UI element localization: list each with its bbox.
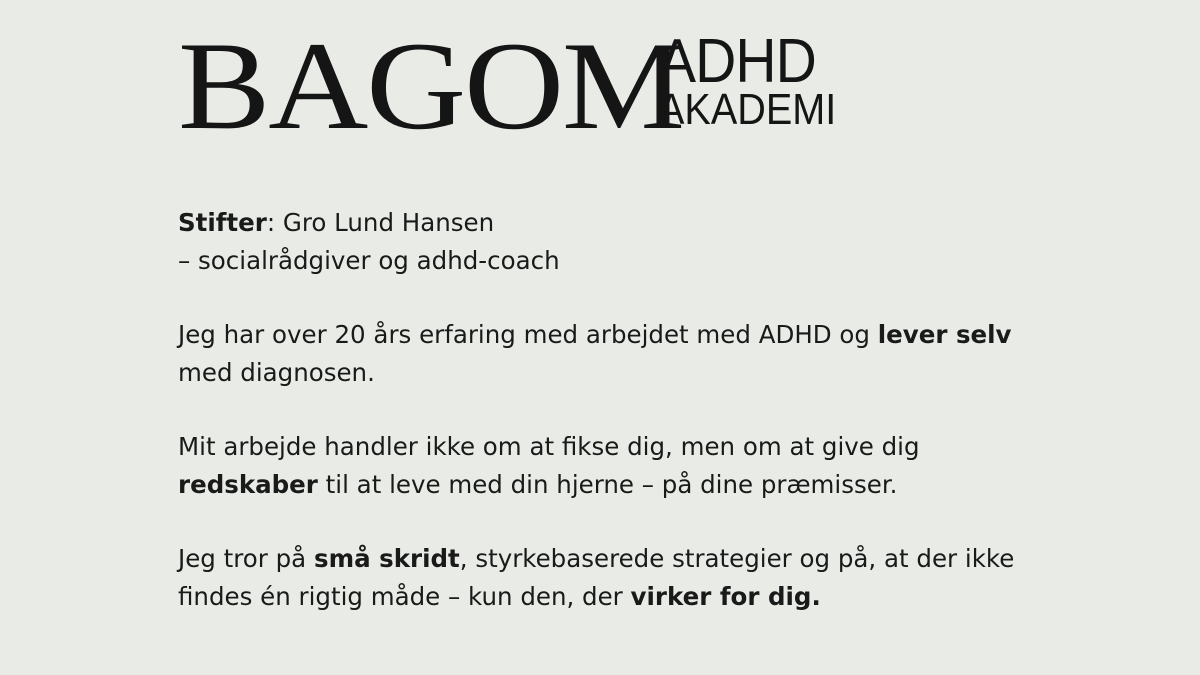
experience-emphasis: lever selv [877, 320, 1012, 349]
belief-paragraph [178, 540, 1138, 616]
founder-paragraph [178, 204, 1138, 280]
founder-name: : Gro Lund Hansen [266, 208, 495, 237]
logo [178, 17, 878, 156]
founder-label: Stifter [178, 208, 267, 237]
experience-text-end: med diagnosen. [178, 358, 375, 387]
logo-subtitle-akademi: AKADEMI [658, 85, 837, 134]
about-text [178, 204, 1138, 616]
belief-text-end: findes én rigtig måde – kun den, der [178, 582, 631, 611]
founder-role: – socialrådgiver og adhd-coach [178, 246, 560, 275]
experience-text: Jeg har over 20 års erfaring med arbejdet med ADHD og [178, 320, 878, 349]
belief-emphasis-works-for-you: virker for dig. [630, 582, 821, 611]
logo-wordmark-bagom: BAGOM [178, 17, 683, 156]
approach-text-end: til at leve med din hjerne – på dine præmisser. [317, 470, 898, 499]
belief-text: Jeg tror på [178, 544, 314, 573]
belief-emphasis-small-steps: små skridt [313, 544, 460, 573]
approach-text: Mit arbejde handler ikke om at fikse dig, men om at give dig [178, 432, 920, 461]
belief-text-middle: , styrkebaserede strategier og på, at der ikke [459, 544, 1015, 573]
experience-paragraph [178, 316, 1138, 392]
approach-paragraph [178, 428, 1138, 504]
approach-emphasis: redskaber [178, 470, 318, 499]
logo-subtitle [658, 27, 856, 134]
logo-subtitle-adhd: ADHD [658, 27, 816, 96]
